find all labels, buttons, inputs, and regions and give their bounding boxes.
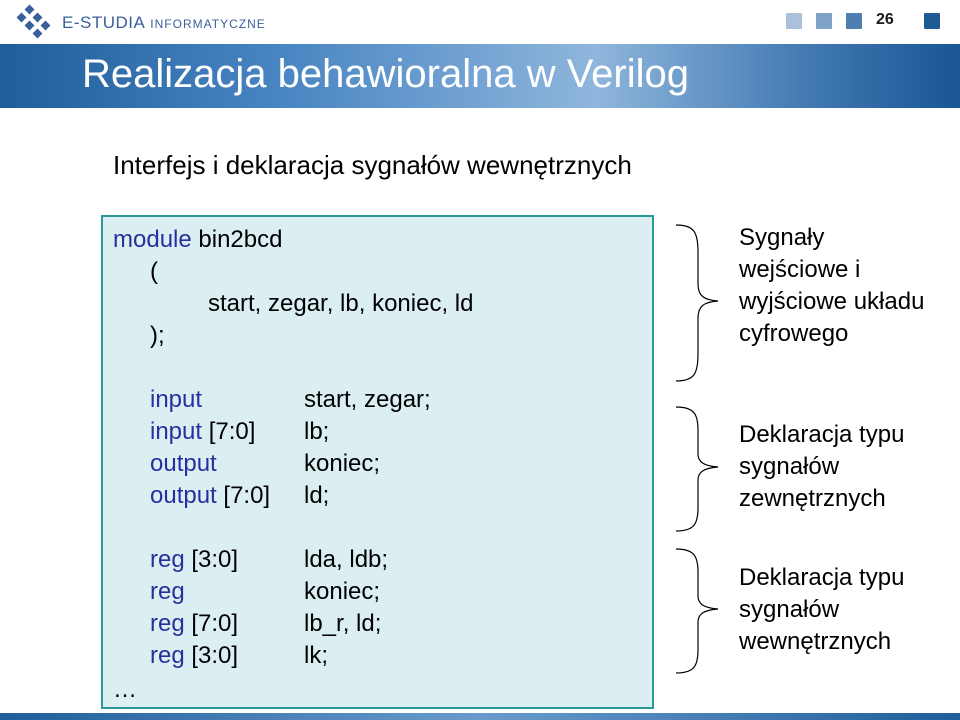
keyword: reg	[150, 578, 185, 605]
code-line-reg-range-1	[150, 546, 238, 574]
brace-icon	[672, 222, 722, 384]
code-line-ellipsis: …	[113, 676, 137, 703]
e-studia-logo-icon	[12, 4, 52, 40]
code-line-input-lb: lb;	[304, 418, 330, 445]
brand-sub: INFORMATYCZNE	[150, 17, 266, 31]
code-line-ports: start, zegar, lb, koniec, ld	[208, 290, 474, 317]
range: [3:0]	[184, 642, 239, 669]
annotation-io-signals-line-1: Sygnały	[739, 224, 825, 251]
keyword: reg	[150, 610, 185, 637]
keyword: input	[150, 418, 203, 445]
annotation-external-line-2: sygnałów	[739, 453, 840, 480]
annotation-internal-line-1: Deklaracja typu	[739, 564, 905, 591]
range: [3:0]	[184, 546, 239, 573]
code-line-output-range	[150, 482, 270, 510]
code-line-reg-range-2	[150, 610, 238, 638]
range: [7:0]	[184, 610, 239, 637]
code-line-output-ld: ld;	[304, 482, 330, 509]
code-text: bin2bcd	[191, 226, 283, 253]
code-line-input-range	[150, 418, 255, 446]
brand-main: E-STUDIA	[62, 13, 146, 32]
nav-square-first[interactable]	[786, 13, 802, 29]
range: [7:0]	[202, 418, 256, 445]
keyword: reg	[150, 642, 185, 669]
code-line-reg-lda: lda, ldb;	[304, 546, 389, 573]
code-line-reg-keyword	[150, 578, 185, 606]
bottom-bar	[0, 713, 960, 720]
keyword: input	[150, 386, 203, 413]
code-line-input-keyword	[150, 386, 202, 414]
keyword: reg	[150, 546, 185, 573]
code-line-open-paren: (	[150, 258, 158, 285]
annotation-io-signals-line-4: cyfrowego	[739, 320, 849, 347]
annotation-io-signals-line-3: wyjściowe układu	[739, 288, 925, 315]
annotation-external-line-3: zewnętrznych	[739, 485, 886, 512]
code-line-reg-lk: lk;	[304, 642, 328, 669]
keyword: output	[150, 450, 217, 477]
code-line-reg-lbr: lb_r, ld;	[304, 610, 382, 637]
brand-name	[62, 13, 266, 33]
code-line-reg-range-3	[150, 642, 238, 670]
annotation-external-line-1: Deklaracja typu	[739, 421, 905, 448]
code-line-module	[113, 226, 282, 254]
code-line-reg-koniec: koniec;	[304, 578, 381, 605]
page-number: 26	[876, 11, 894, 28]
nav-square-last[interactable]	[924, 13, 940, 29]
annotation-io-signals-line-2: wejściowe i	[739, 256, 861, 283]
brace-icon	[672, 546, 722, 676]
code-line-output-keyword	[150, 450, 217, 478]
nav-square-prev[interactable]	[816, 13, 832, 29]
keyword: module	[113, 226, 192, 253]
nav-square-next[interactable]	[846, 13, 862, 29]
slide-title: Realizacja behawioralna w Verilog	[82, 52, 690, 96]
slide-subtitle: Interfejs i deklaracja sygnałów wewnętrznych	[113, 150, 632, 180]
nav-squares	[786, 13, 862, 29]
keyword: output	[150, 482, 217, 509]
range: [7:0]	[216, 482, 271, 509]
code-line-close-paren: );	[150, 322, 165, 349]
code-line-output-koniec: koniec;	[304, 450, 381, 477]
code-line-input-signals: start, zegar;	[304, 386, 431, 413]
brace-icon	[672, 404, 722, 534]
annotation-internal-line-3: wewnętrznych	[739, 628, 892, 655]
annotation-internal-line-2: sygnałów	[739, 596, 840, 623]
